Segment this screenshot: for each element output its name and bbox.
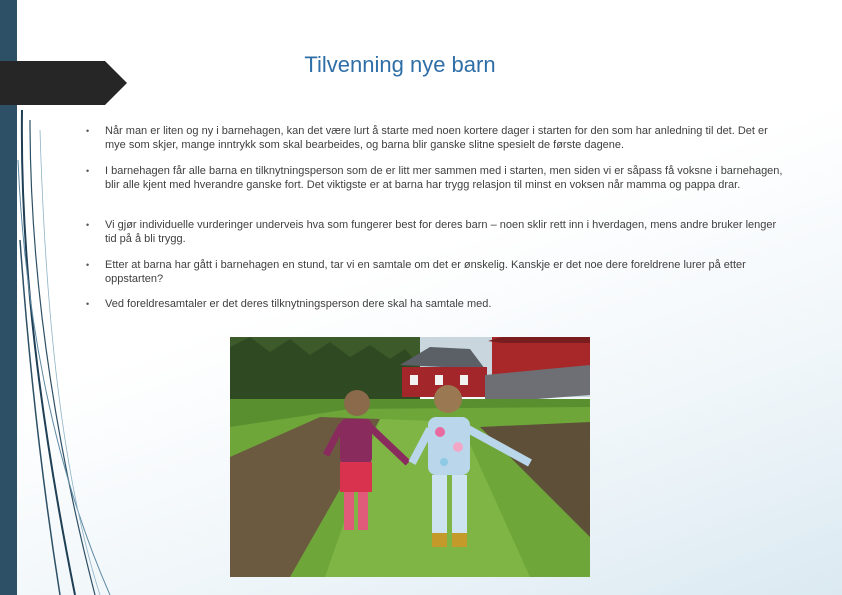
bullet-marker: • [86,260,90,270]
bullet-item [86,219,786,259]
bullet-text: Når man er liten og ny i barnehagen, kan det være lurt å starte med noen kortere dager i starten for den som har anledning til det. Det er mye som skjer, mange inntrykk som skal bearbeides, og barna blir ganske slitne spesielt de første dagene. [105,125,768,151]
bullet-text: Vi gjør individuelle vurderinger underveis hva som fungerer best for deres barn – noen sklir rett inn i hverdagen, mens andre bruker lenger tid på å bli trygg. [105,219,777,245]
title-arrow-shape [0,61,127,105]
bullet-marker: • [86,166,90,176]
bullet-item [86,125,786,165]
bullet-marker: • [86,299,90,309]
bullet-item [86,259,786,298]
bullet-text: Ved foreldresamtaler er det deres tilknytningsperson dere skal ha samtale med. [105,298,492,310]
bullet-text: Etter at barna har gått i barnehagen en stund, tar vi en samtale om det er ønskelig. Kanskje er det noe dere foreldrene lurer på etter oppstarten? [105,259,746,285]
slide-title: Tilvenning nye barn [304,52,496,77]
bullet-marker: • [86,126,90,136]
bullet-item [86,298,786,312]
bullet-item [86,165,786,219]
bullet-list [86,125,786,312]
bullet-marker: • [86,220,90,230]
children-walking-photo [230,337,590,577]
bullet-text: I barnehagen får alle barna en tilknytningsperson som de er litt mer sammen med i starten, men siden vi er såpass få voksne i barnehagen, blir alle kjent med hverandre ganske fort. Det viktigste er at barna har trygg relasjon til minst en voksen når mamma og pappa drar. [105,165,783,191]
